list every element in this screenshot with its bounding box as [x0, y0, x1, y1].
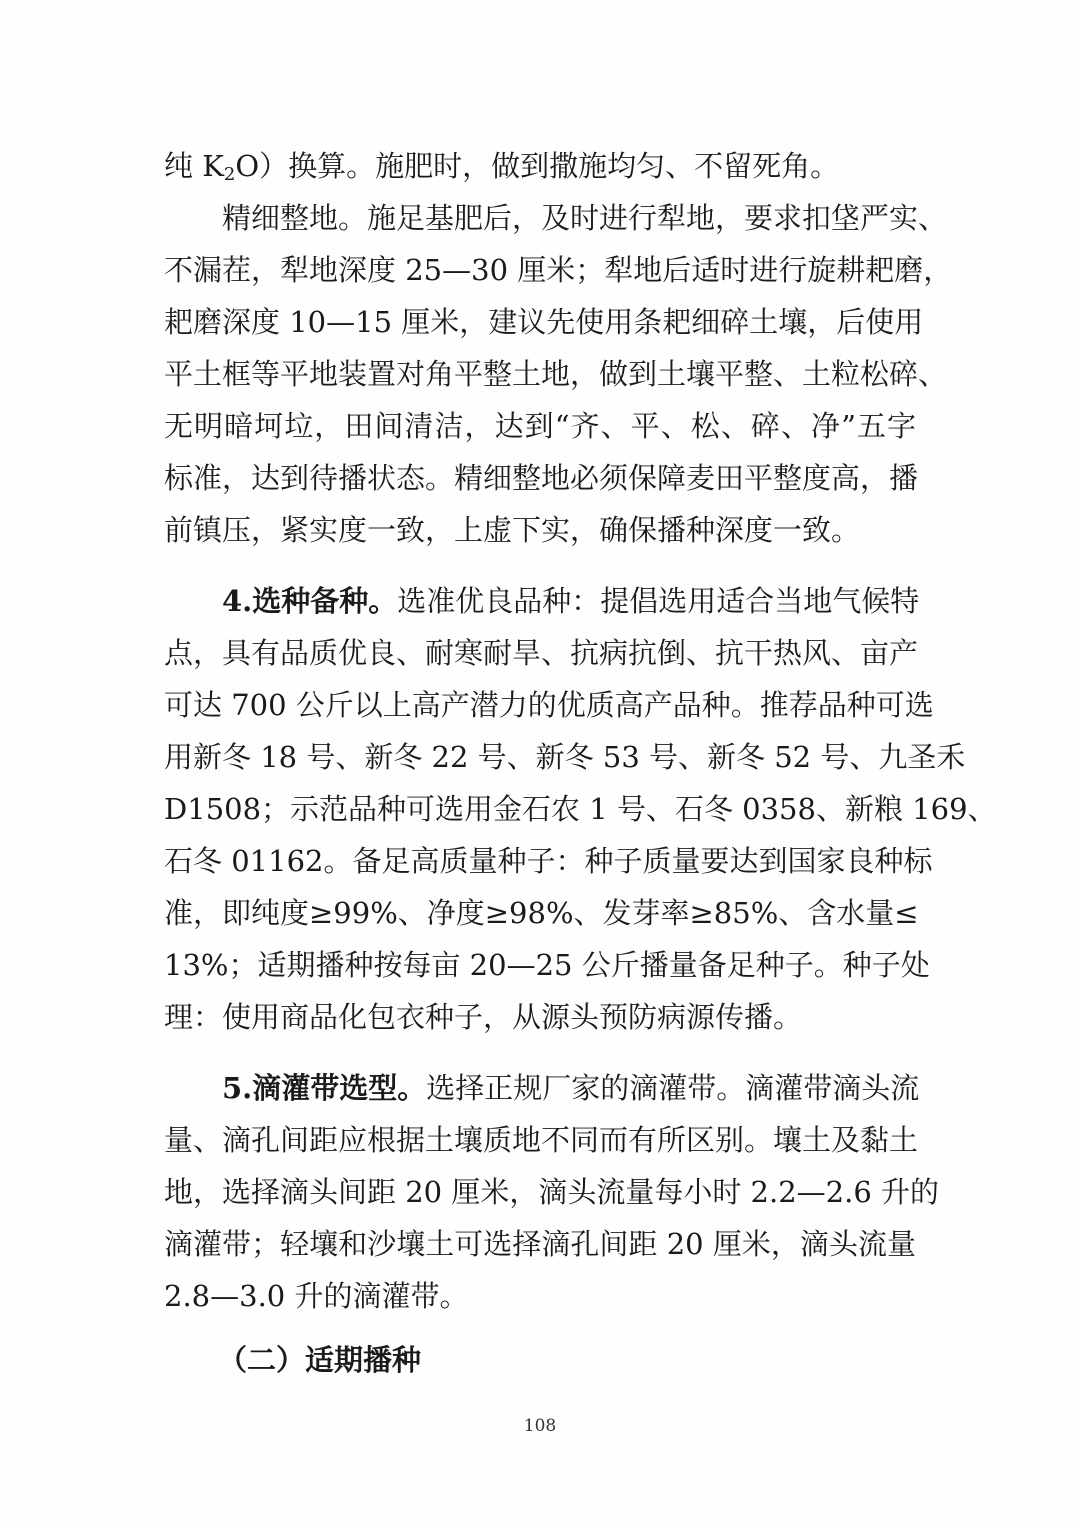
text-line: D1508；示范品种可选用金石农 1 号、石冬 0358、新粮 169、	[164, 792, 997, 826]
text-line: 量、滴孔间距应根据土壤质地不同而有所区别。壤土及黏土	[164, 1123, 919, 1157]
text-line: 理：使用商品化包衣种子，从源头预防病源传播。	[164, 1000, 803, 1034]
text-line: 石冬 01162。备足高质量种子：种子质量要达到国家良种标	[164, 844, 933, 878]
text-line: 前镇压，紧实度一致，上虚下实，确保播种深度一致。	[164, 513, 861, 547]
text-line: 平土框等平地装置对角平整土地，做到土壤平整、土粒松碎、	[164, 357, 948, 391]
text-line: 滴灌带；轻壤和沙壤土可选择滴孔间距 20 厘米，滴头流量	[164, 1227, 916, 1261]
text-line: 不漏茬，犁地深度 25—30 厘米；犁地后适时进行旋耕耙磨，	[164, 253, 953, 287]
text-line: 纯 $K_2O$）换算。施肥时，做到撒施均匀、不留死角。	[164, 149, 840, 185]
text-line: 准，即纯度≥99%、净度≥98%、发芽率≥85%、含水量≤	[164, 896, 919, 930]
text-line: 地，选择滴头间距 20 厘米，滴头流量每小时 2.2—2.6 升的	[164, 1175, 940, 1209]
item-heading: 4.选种备种。	[222, 584, 398, 618]
text-line: 用新冬 18 号、新冬 22 号、新冬 53 号、新冬 52 号、九圣禾	[164, 740, 966, 774]
subscript: 2	[223, 164, 236, 185]
paragraph-first-line: 精细整地。施足基肥后，及时进行犁地，要求扣垡严实、	[222, 201, 948, 235]
paragraph-first-line: 5.滴灌带选型。选择正规厂家的滴灌带。滴灌带滴头流	[222, 1071, 920, 1105]
section-heading: （二）适期播种	[218, 1343, 422, 1377]
text-line: 无明暗坷垃，田间清洁，达到“齐、平、松、碎、净”五字	[164, 409, 916, 443]
text-line: 标准，达到待播状态。精细整地必须保障麦田平整度高，播	[164, 461, 919, 495]
text-line: 耙磨深度 10—15 厘米，建议先使用条耙细碎土壤，后使用	[164, 305, 924, 339]
page-number: 108	[523, 1416, 557, 1436]
paragraph-first-line: 4.选种备种。选准优良品种：提倡选用适合当地气候特	[222, 584, 920, 618]
text-line: 可达 700 公斤以上高产潜力的优质高产品种。推荐品种可选	[164, 688, 934, 722]
text-line: 2.8—3.0 升的滴灌带。	[164, 1279, 469, 1313]
text-line: 点，具有品质优良、耐寒耐旱、抗病抗倒、抗干热风、亩产	[164, 636, 919, 670]
item-heading: 5.滴灌带选型。	[222, 1071, 427, 1105]
text-line: 13%；适期播种按每亩 20—25 公斤播量备足种子。种子处	[164, 948, 930, 982]
